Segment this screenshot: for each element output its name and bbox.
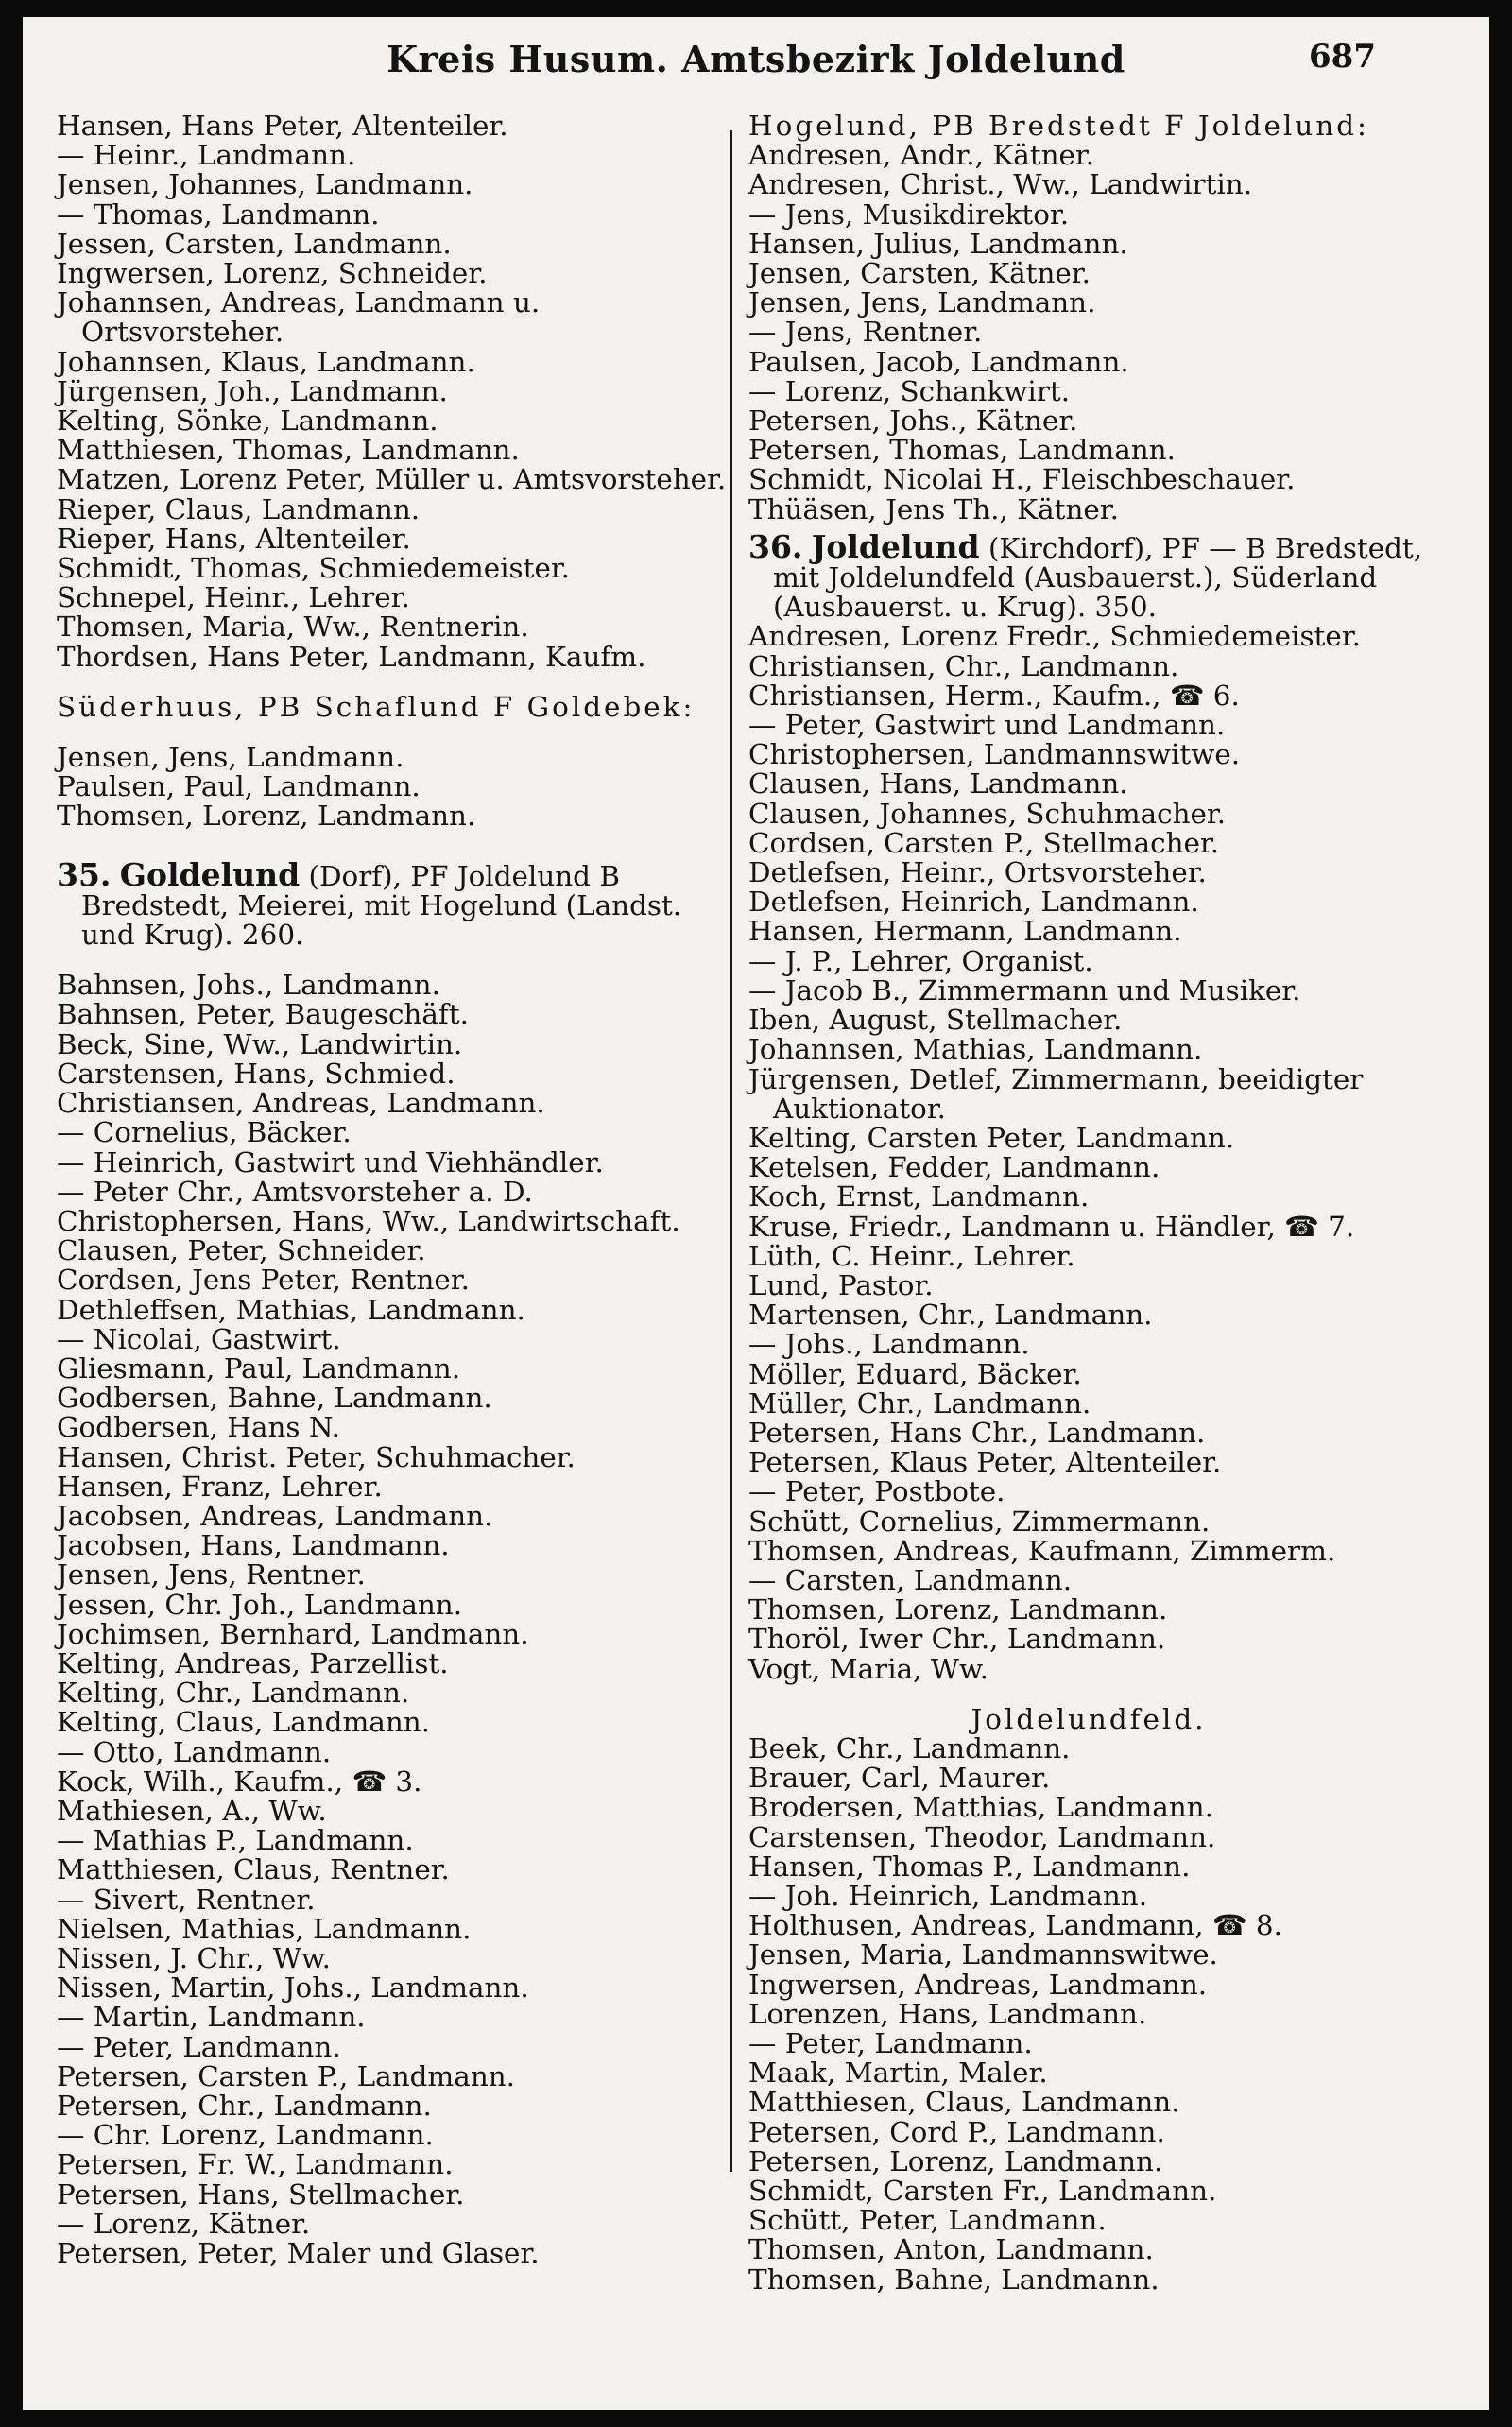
right-column	[748, 112, 1429, 2295]
list-item: Jacobsen, Andreas, Landmann.	[57, 1499, 493, 1532]
list-item: Thüäsen, Jens Th., Kätner.	[748, 492, 1119, 525]
list-item: Godbersen, Bahne, Landmann.	[57, 1382, 492, 1415]
list-item: Matthiesen, Thomas, Landmann.	[57, 434, 520, 467]
list-item: Godbersen, Hans N.	[57, 1411, 341, 1444]
list-item: Kelting, Carsten Peter, Landmann.	[748, 1121, 1235, 1154]
list-item: Christiansen, Chr., Landmann.	[748, 649, 1179, 682]
spacer	[748, 1684, 1429, 1705]
list-item: Ingwersen, Andreas, Landmann.	[748, 1968, 1208, 2001]
list-item: — Carsten, Landmann.	[748, 1563, 1073, 1596]
spacer	[57, 672, 737, 693]
entry-list	[748, 622, 1429, 1683]
list-item: Johannsen, Klaus, Landmann.	[57, 345, 475, 378]
list-item: Carstensen, Hans, Schmied.	[57, 1057, 455, 1090]
list-item: Schütt, Cornelius, Zimmermann.	[748, 1505, 1211, 1538]
list-item: Rieper, Hans, Altenteiler.	[57, 522, 411, 555]
list-item: Andresen, Lorenz Fredr., Schmiedemeister.	[748, 620, 1361, 653]
list-item: Schnepel, Heinr., Lehrer.	[57, 581, 410, 614]
list-item: Müller, Chr., Landmann.	[748, 1386, 1091, 1420]
list-item: Andresen, Andr., Kätner.	[748, 139, 1095, 172]
list-item: Andresen, Christ., Ww., Landwirtin.	[748, 168, 1253, 201]
list-item: — Thomas, Landmann.	[57, 198, 380, 231]
list-item: — Martin, Landmann.	[57, 2001, 366, 2034]
directory-page	[23, 17, 1489, 2410]
entry-list	[57, 743, 737, 832]
list-item: Jessen, Chr. Joh., Landmann.	[57, 1588, 463, 1621]
list-item: Jacobsen, Hans, Landmann.	[57, 1529, 450, 1562]
list-item: — Nicolai, Gastwirt.	[57, 1322, 341, 1355]
locality-heading: Hogelund, PB Bredstedt F Joldelund:	[748, 110, 1369, 142]
list-item: Jochimsen, Bernhard, Landmann.	[57, 1617, 529, 1650]
list-item: Petersen, Peter, Maler und Glaser.	[57, 2237, 540, 2270]
list-item: Kelting, Andreas, Parzellist.	[57, 1646, 449, 1679]
list-item: — Jens, Musikdirektor.	[748, 198, 1070, 231]
list-item: Petersen, Chr., Landmann.	[57, 2090, 432, 2122]
page-number: 687	[1309, 38, 1376, 76]
list-item: Clausen, Hans, Landmann.	[748, 767, 1128, 800]
list-item: Hansen, Hans Peter, Altenteiler.	[57, 110, 508, 142]
list-item: Hansen, Christ. Peter, Schuhmacher.	[57, 1440, 576, 1473]
list-item: Möller, Eduard, Bäcker.	[748, 1357, 1082, 1390]
list-item: — Jacob B., Zimmermann und Musiker.	[748, 973, 1301, 1007]
list-item: Matzen, Lorenz Peter, Müller u. Amtsvorsteher.	[57, 463, 727, 496]
section-name: Joldelund	[811, 527, 980, 565]
list-item: Thordsen, Hans Peter, Landmann, Kaufm.	[57, 640, 646, 673]
list-item: — J. P., Lehrer, Organist.	[748, 944, 1093, 977]
list-item: Iben, August, Stellmacher.	[748, 1004, 1123, 1037]
list-item: Beek, Chr., Landmann.	[748, 1731, 1071, 1764]
list-item: Petersen, Carsten P., Landmann.	[57, 2059, 516, 2092]
list-item: Christophersen, Landmannswitwe.	[748, 738, 1241, 771]
page-title: Kreis Husum. Amtsbezirk Joldelund	[387, 38, 1125, 80]
list-item: Paulsen, Paul, Landmann.	[57, 770, 421, 803]
list-item: Thomsen, Lorenz, Landmann.	[57, 800, 476, 833]
list-item: Clausen, Peter, Schneider.	[57, 1234, 426, 1267]
list-item: Petersen, Fr. W., Landmann.	[57, 2148, 454, 2181]
entry-list	[748, 141, 1429, 525]
list-item: Matthiesen, Claus, Landmann.	[748, 2086, 1180, 2119]
list-item: — Jens, Rentner.	[748, 316, 983, 349]
list-item: Thomsen, Bahne, Landmann.	[748, 2263, 1160, 2296]
locality-heading: Süderhuus, PB Schaflund F Goldebek:	[57, 690, 696, 723]
list-item: — Peter Chr., Amtsvorsteher a. D.	[57, 1175, 533, 1208]
list-item: Vogt, Maria, Ww.	[748, 1652, 989, 1685]
section-details: (Kirchdorf), PF — B Bredstedt, mit Joldelundfeld (Ausbauerst.), Süderland (Ausbauerst. u. Krug). 350.	[773, 531, 1423, 624]
list-item: Hansen, Franz, Lehrer.	[57, 1470, 383, 1503]
left-column	[57, 112, 737, 2268]
spacer	[57, 722, 737, 743]
list-item: Clausen, Johannes, Schuhmacher.	[748, 797, 1227, 830]
spacer	[57, 950, 737, 971]
list-item: Maak, Martin, Maler.	[748, 2057, 1048, 2090]
list-item: Lüth, C. Heinr., Lehrer.	[748, 1239, 1075, 1272]
list-item: Lorenzen, Hans, Landmann.	[748, 1997, 1147, 2030]
list-item: — Lorenz, Schankwirt.	[748, 374, 1071, 407]
list-item: Petersen, Thomas, Landmann.	[748, 434, 1176, 467]
list-item: — Peter, Landmann.	[57, 2030, 341, 2063]
list-item: Lund, Pastor.	[748, 1268, 934, 1301]
list-item: — Sivert, Rentner.	[57, 1883, 316, 1916]
list-item: Bahnsen, Johs., Landmann.	[57, 969, 440, 1002]
list-item: Mathiesen, A., Ww.	[57, 1794, 327, 1827]
list-item: — Peter, Gastwirt und Landmann.	[748, 709, 1226, 742]
list-item: Jensen, Johannes, Landmann.	[57, 168, 473, 201]
list-item: Hansen, Thomas P., Landmann.	[748, 1850, 1191, 1883]
list-item: Thomsen, Andreas, Kaufmann, Zimmerm.	[748, 1534, 1336, 1567]
list-item: Nissen, Martin, Johs., Landmann.	[57, 1971, 529, 2005]
list-item: Johannsen, Mathias, Landmann.	[748, 1033, 1203, 1066]
section-name: Goldelund	[119, 855, 301, 893]
list-item: Thomsen, Maria, Ww., Rentnerin.	[57, 611, 529, 644]
list-item: Schütt, Peter, Landmann.	[748, 2204, 1107, 2237]
list-item: Bahnsen, Peter, Baugeschäft.	[57, 998, 469, 1031]
list-item: Rieper, Claus, Landmann.	[57, 492, 421, 525]
list-item: — Johs., Landmann.	[748, 1328, 1030, 1361]
list-item: Johannsen, Andreas, Landmann u. Ortsvorsteher.	[57, 286, 541, 349]
list-item: Brodersen, Matthias, Landmann.	[748, 1791, 1213, 1824]
entry-list	[748, 1731, 1429, 2296]
list-item: Paulsen, Jacob, Landmann.	[748, 345, 1129, 378]
list-item: — Chr. Lorenz, Landmann.	[57, 2119, 434, 2152]
section-heading-36	[748, 527, 1429, 624]
list-item: Petersen, Hans Chr., Landmann.	[748, 1416, 1206, 1449]
list-item: Kock, Wilh., Kaufm., ☎ 3.	[57, 1764, 422, 1798]
list-item: Jensen, Carsten, Kätner.	[748, 257, 1091, 290]
list-item: Koch, Ernst, Landmann.	[748, 1180, 1090, 1214]
list-item: Nielsen, Mathias, Landmann.	[57, 1912, 472, 1945]
list-item: — Cornelius, Bäcker.	[57, 1116, 352, 1149]
list-item: Christiansen, Andreas, Landmann.	[57, 1087, 545, 1120]
list-item: Petersen, Johs., Kätner.	[748, 404, 1078, 438]
list-item: Kruse, Friedr., Landmann u. Händler, ☎ 7.	[748, 1210, 1355, 1243]
list-item: Petersen, Klaus Peter, Altenteiler.	[748, 1446, 1222, 1479]
section-details: (Dorf), PF Joldelund B Bredstedt, Meierei, mit Hogelund (Landst. und Krug). 260.	[81, 859, 682, 952]
list-item: Cordsen, Jens Peter, Rentner.	[57, 1264, 470, 1297]
list-item: Schmidt, Nicolai H., Fleischbeschauer.	[748, 463, 1296, 496]
list-item: Thomsen, Anton, Landmann.	[748, 2233, 1154, 2266]
list-item: Ketelsen, Fedder, Landmann.	[748, 1151, 1160, 1184]
list-item: Jessen, Carsten, Landmann.	[57, 227, 452, 260]
list-item: Jensen, Jens, Landmann.	[57, 741, 404, 774]
entry-list	[57, 112, 737, 672]
list-item: Holthusen, Andreas, Landmann, ☎ 8.	[748, 1909, 1282, 1942]
list-item: Christiansen, Herm., Kaufm., ☎ 6.	[748, 679, 1240, 712]
spacer	[57, 832, 737, 852]
page-header	[23, 38, 1489, 95]
list-item: Matthiesen, Claus, Rentner.	[57, 1853, 450, 1886]
list-item: Schmidt, Thomas, Schmiedemeister.	[57, 552, 570, 585]
section-number: 35.	[57, 855, 112, 893]
section-heading-35	[57, 855, 737, 952]
list-item: Gliesmann, Paul, Landmann.	[57, 1351, 461, 1385]
list-item: Detlefsen, Heinrich, Landmann.	[748, 886, 1199, 919]
list-item: Cordsen, Carsten P., Stellmacher.	[748, 826, 1220, 859]
list-item: — Mathias P., Landmann.	[57, 1824, 414, 1857]
list-item: Nissen, J. Chr., Ww.	[57, 1941, 331, 1974]
list-item: Jensen, Jens, Landmann.	[748, 286, 1096, 319]
list-item: Brauer, Carl, Maurer.	[748, 1762, 1051, 1795]
list-item: Christophersen, Hans, Ww., Landwirtschaft.	[57, 1204, 680, 1237]
list-item: Petersen, Lorenz, Landmann.	[748, 2144, 1163, 2177]
list-item: — Otto, Landmann.	[57, 1735, 332, 1768]
list-item: Jürgensen, Detlef, Zimmermann, beeidigter Auktionator.	[748, 1062, 1364, 1125]
list-item: Thomsen, Lorenz, Landmann.	[748, 1593, 1168, 1627]
list-item: — Heinrich, Gastwirt und Viehhändler.	[57, 1145, 604, 1179]
list-item: Petersen, Hans, Stellmacher.	[57, 2177, 465, 2211]
locality-heading: Joldelundfeld.	[971, 1702, 1207, 1735]
list-item: Dethleffsen, Mathias, Landmann.	[57, 1293, 525, 1326]
list-item: Kelting, Chr., Landmann.	[57, 1677, 410, 1710]
entry-list	[57, 971, 737, 2268]
list-item: Jürgensen, Joh., Landmann.	[57, 374, 448, 407]
list-item: — Peter, Landmann.	[748, 2027, 1033, 2059]
list-item: Hansen, Hermann, Landmann.	[748, 915, 1182, 948]
list-item: — Peter, Postbote.	[748, 1475, 1005, 1508]
list-item: Carstensen, Theodor, Landmann.	[748, 1820, 1216, 1853]
list-item: Ingwersen, Lorenz, Schneider.	[57, 257, 488, 290]
list-item: Beck, Sine, Ww., Landwirtin.	[57, 1027, 463, 1060]
section-number: 36.	[748, 527, 803, 565]
list-item: — Joh. Heinrich, Landmann.	[748, 1879, 1148, 1912]
list-item: Hansen, Julius, Landmann.	[748, 227, 1128, 260]
list-item: — Lorenz, Kätner.	[57, 2207, 311, 2240]
list-item: Jensen, Jens, Rentner.	[57, 1558, 366, 1592]
list-item: Kelting, Claus, Landmann.	[57, 1706, 431, 1739]
list-item: Schmidt, Carsten Fr., Landmann.	[748, 2175, 1217, 2208]
list-item: Detlefsen, Heinr., Ortsvorsteher.	[748, 856, 1207, 889]
list-item: Thoröl, Iwer Chr., Landmann.	[748, 1623, 1166, 1656]
list-item: Kelting, Sönke, Landmann.	[57, 404, 438, 438]
list-item: Petersen, Cord P., Landmann.	[748, 2115, 1165, 2148]
list-item: Martensen, Chr., Landmann.	[748, 1299, 1153, 1332]
list-item: Jensen, Maria, Landmannswitwe.	[748, 1938, 1218, 1971]
list-item: — Heinr., Landmann.	[57, 139, 356, 172]
